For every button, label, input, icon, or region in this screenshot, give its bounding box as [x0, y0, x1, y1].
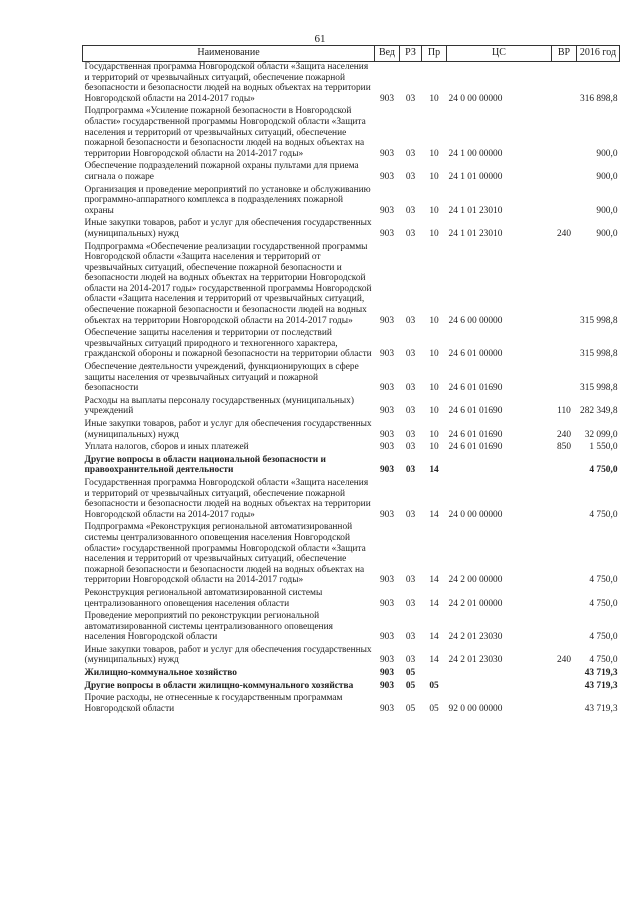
row-ved: 903	[379, 703, 395, 714]
table-row	[83, 522, 620, 588]
row-sum: 43 719,3	[584, 680, 618, 691]
row-name: Иные закупки товаров, работ и услуг для обеспечения государственных (муниципальных) нужд	[84, 419, 372, 440]
row-cs: 24 6 01 01690	[448, 406, 503, 417]
row-pr: 14	[429, 598, 439, 609]
row-name: Другие вопросы в области жилищно-коммунального хозяйства	[84, 680, 354, 691]
row-rz: 03	[405, 171, 416, 182]
row-ved: 903	[379, 655, 395, 666]
header-name: Наименование	[83, 46, 375, 62]
row-rz: 03	[405, 93, 416, 104]
table-row	[83, 611, 620, 645]
row-rz: 03	[405, 205, 416, 216]
row-sum: 900,0	[596, 228, 618, 239]
row-vr	[552, 185, 577, 219]
row-pr: 10	[429, 349, 439, 360]
row-vr	[552, 611, 577, 645]
row-rz: 03	[405, 349, 416, 360]
row-pr: 10	[429, 406, 439, 417]
row-ved: 903	[379, 509, 395, 520]
row-cs: 24 2 01 23030	[448, 655, 503, 666]
row-pr: 14	[429, 575, 439, 586]
row-rz: 03	[405, 406, 416, 417]
header-ved: Вед	[375, 46, 400, 62]
row-sum: 900,0	[596, 205, 618, 216]
row-cs: 24 0 00 00000	[448, 93, 503, 104]
row-vr	[552, 242, 577, 329]
header-cs: ЦС	[447, 46, 552, 62]
row-name: Организация и проведение мероприятий по установке и обслуживанию программно-аппаратного комплекса в подразделениях пожарной охраны	[84, 184, 371, 216]
row-sum: 282 349,8	[580, 406, 618, 417]
row-rz: 03	[405, 465, 416, 476]
row-cs: 24 6 00 00000	[448, 315, 503, 326]
row-ved: 903	[379, 205, 395, 216]
row-pr: 10	[429, 315, 439, 326]
row-cs: 92 0 00 00000	[448, 703, 503, 714]
row-cs	[447, 455, 552, 478]
table-row	[83, 645, 620, 668]
row-rz: 03	[405, 598, 416, 609]
row-pr: 10	[429, 383, 439, 394]
row-name: Проведение мероприятий по реконструкции региональной автоматизированной системы централизованного оповещения населения Новгородской области	[84, 611, 333, 643]
row-vr	[552, 161, 577, 184]
row-vr	[552, 106, 577, 161]
row-sum: 4 750,0	[589, 598, 618, 609]
row-sum: 4 750,0	[589, 465, 618, 476]
row-vr	[552, 455, 577, 478]
row-ved: 903	[379, 349, 395, 360]
row-ved: 903	[379, 668, 395, 679]
header-rz: РЗ	[400, 46, 422, 62]
row-name: Обеспечение подразделений пожарной охраны пультами для приема сигнала о пожаре	[84, 161, 359, 182]
row-pr: 10	[429, 205, 439, 216]
row-rz: 03	[405, 509, 416, 520]
row-ved: 903	[379, 383, 395, 394]
row-vr	[552, 588, 577, 611]
row-rz: 03	[405, 655, 416, 666]
row-ved: 903	[379, 406, 395, 417]
header-sum: 2016 год	[577, 46, 620, 62]
row-vr	[552, 362, 577, 396]
row-rz: 05	[405, 680, 416, 691]
row-cs: 24 6 01 01690	[448, 429, 503, 440]
table-row	[83, 218, 620, 241]
row-sum: 4 750,0	[589, 632, 618, 643]
row-ved: 903	[379, 465, 395, 476]
table-row	[83, 396, 620, 419]
row-name: Расходы на выплаты персоналу государственных (муниципальных) учреждений	[84, 395, 354, 417]
row-cs: 24 6 01 01690	[448, 383, 503, 394]
row-name: Другие вопросы в области национальной безопасности и правоохранительной деятельности	[84, 454, 326, 476]
row-vr: 240	[556, 228, 572, 239]
row-vr	[552, 328, 577, 362]
row-rz: 05	[405, 668, 416, 679]
row-name: Подпрограмма «Обеспечение реализации государственной программы Новгородской области «Защита населения и территорий от чрезвычайных ситуаций, обеспечение пожарной безопасности и безопасности людей на водных объектах на территории Новгородской области на 2014-2017 годы» государственной программы Новгородской области «Защита населения и территорий от чрезвычайных ситуаций, обеспечение пожарной безопасности и безопасности людей на водных объектах на территории Новгородской области на 2014-2017 годы»	[84, 241, 372, 326]
row-ved: 903	[379, 429, 395, 440]
row-vr	[552, 668, 577, 681]
table-row	[83, 681, 620, 694]
row-name: Подпрограмма «Реконструкция региональной автоматизированной системы централизованного оповещения населения Новгородской области» государственной программы Новгородской области «Защита населения и территорий от чрезвычайных ситуаций, обеспечение пожарной безопасности и безопасности людей на водных объектах на территории Новгородской области на 2014-2017 годы»	[84, 522, 366, 586]
row-rz: 03	[405, 429, 416, 440]
table-row	[83, 106, 620, 161]
row-ved: 903	[379, 575, 395, 586]
row-pr: 14	[429, 632, 439, 643]
row-sum: 900,0	[596, 148, 618, 159]
table-row	[83, 455, 620, 478]
row-sum: 4 750,0	[589, 509, 618, 520]
row-sum: 43 719,3	[584, 703, 618, 714]
row-name: Уплата налогов, сборов и иных платежей	[84, 442, 249, 453]
row-pr: 10	[429, 93, 439, 104]
row-pr: 05	[429, 703, 439, 714]
row-name: Государственная программа Новгородской области «Защита населения и территорий от чрезвычайных ситуаций, обеспечение пожарной безопасности и безопасности людей на водных объектах на территории Новгородской области на 2014-2017 годы»	[84, 477, 371, 520]
row-rz: 03	[405, 148, 416, 159]
table-row	[83, 185, 620, 219]
row-rz: 03	[405, 575, 416, 586]
row-cs: 24 1 01 00000	[448, 171, 503, 182]
row-vr	[552, 478, 577, 522]
row-sum: 4 750,0	[589, 655, 618, 666]
row-vr	[552, 681, 577, 694]
row-ved: 903	[379, 315, 395, 326]
page-number: 61	[314, 33, 326, 45]
row-cs: 24 1 00 00000	[448, 148, 503, 159]
table-row	[83, 588, 620, 611]
row-pr: 10	[429, 148, 439, 159]
row-ved: 903	[379, 680, 395, 691]
row-vr: 110	[557, 406, 571, 417]
table-row	[83, 62, 620, 107]
row-name: Обеспечение защиты населения и территории от последствий чрезвычайных ситуаций природного и техногенного характера, гражданской обороны и пожарной безопасности на территории области	[84, 328, 372, 360]
row-name: Иные закупки товаров, работ и услуг для обеспечения государственных (муниципальных) нужд	[84, 644, 372, 666]
row-ved: 903	[379, 171, 395, 182]
header-pr: Пр	[422, 46, 447, 62]
row-name: Жилищно-коммунальное хозяйство	[84, 668, 237, 679]
table-body	[83, 62, 620, 717]
table-row	[83, 668, 620, 681]
row-name: Иные закупки товаров, работ и услуг для обеспечения государственных (муниципальных) нужд	[84, 218, 372, 239]
row-cs: 24 2 01 00000	[448, 598, 503, 609]
row-ved: 903	[379, 598, 395, 609]
row-cs	[447, 668, 552, 681]
row-cs: 24 1 01 23010	[448, 205, 503, 216]
row-sum: 1 550,0	[589, 442, 618, 453]
row-pr: 10	[429, 429, 439, 440]
row-sum: 316 898,8	[580, 93, 618, 104]
row-cs	[447, 681, 552, 694]
row-sum: 900,0	[596, 171, 618, 182]
table-row	[83, 328, 620, 362]
row-rz: 03	[405, 315, 416, 326]
row-cs: 24 2 00 00000	[448, 575, 503, 586]
row-name: Прочие расходы, не отнесенные к государственным программам Новгородской области	[84, 693, 343, 714]
row-ved: 903	[379, 632, 395, 643]
row-sum: 32 099,0	[584, 429, 618, 440]
table-header	[83, 46, 620, 62]
row-pr: 10	[429, 442, 439, 453]
table-row	[83, 478, 620, 522]
row-rz: 03	[405, 383, 416, 394]
row-vr	[552, 693, 577, 716]
table-row	[83, 442, 620, 455]
row-pr	[422, 668, 447, 681]
row-ved: 903	[379, 93, 395, 104]
row-rz: 03	[405, 442, 416, 453]
row-cs: 24 6 01 01690	[448, 442, 503, 453]
row-rz: 03	[405, 228, 416, 239]
row-ved: 903	[379, 148, 395, 159]
row-sum: 315 998,8	[580, 315, 618, 326]
header-vr: ВР	[552, 46, 577, 62]
table-row	[83, 242, 620, 329]
row-pr: 14	[429, 465, 439, 476]
row-pr: 05	[429, 680, 439, 691]
row-pr: 14	[429, 655, 439, 666]
row-name: Обеспечение деятельности учреждений, функционирующих в сфере защиты населения от чрезвычайных ситуаций и пожарной безопасности	[84, 362, 359, 394]
table-row	[83, 161, 620, 184]
row-pr: 10	[429, 171, 439, 182]
row-vr: 850	[556, 442, 572, 453]
row-sum: 4 750,0	[589, 575, 618, 586]
row-pr: 10	[429, 228, 439, 239]
row-vr	[552, 62, 577, 107]
row-vr: 240	[556, 655, 572, 666]
row-rz: 05	[405, 703, 416, 714]
budget-table	[82, 45, 620, 716]
row-vr: 240	[556, 429, 572, 440]
row-rz: 03	[405, 632, 416, 643]
row-ved: 903	[379, 228, 395, 239]
row-name: Подпрограмма «Усиление пожарной безопасности в Новгородской области» государственной программы Новгородской области «Защита населения и территорий от чрезвычайных ситуаций, обеспечение пожарной безопасности и безопасности людей на водных объектах на территории Новгородской области на 2014-2017 годы»	[84, 106, 366, 159]
row-cs: 24 2 01 23030	[448, 632, 503, 643]
row-name: Государственная программа Новгородской области «Защита населения и территорий от чрезвычайных ситуаций, обеспечение пожарной безопасности и безопасности людей на водных объектах на территории Новгородской области на 2014-2017 годы»	[84, 62, 371, 104]
row-sum: 315 998,8	[580, 349, 618, 360]
row-cs: 24 6 01 00000	[448, 349, 503, 360]
row-sum: 43 719,3	[584, 668, 618, 679]
row-ved: 903	[379, 442, 395, 453]
row-sum: 315 998,8	[580, 383, 618, 394]
table-row	[83, 419, 620, 442]
row-name: Реконструкция региональной автоматизированной системы централизованного оповещения населения области	[84, 587, 323, 609]
row-cs: 24 0 00 00000	[448, 509, 503, 520]
table-row	[83, 693, 620, 716]
row-cs: 24 1 01 23010	[448, 228, 503, 239]
row-pr: 14	[429, 509, 439, 520]
table-row	[83, 362, 620, 396]
row-vr	[552, 522, 577, 588]
